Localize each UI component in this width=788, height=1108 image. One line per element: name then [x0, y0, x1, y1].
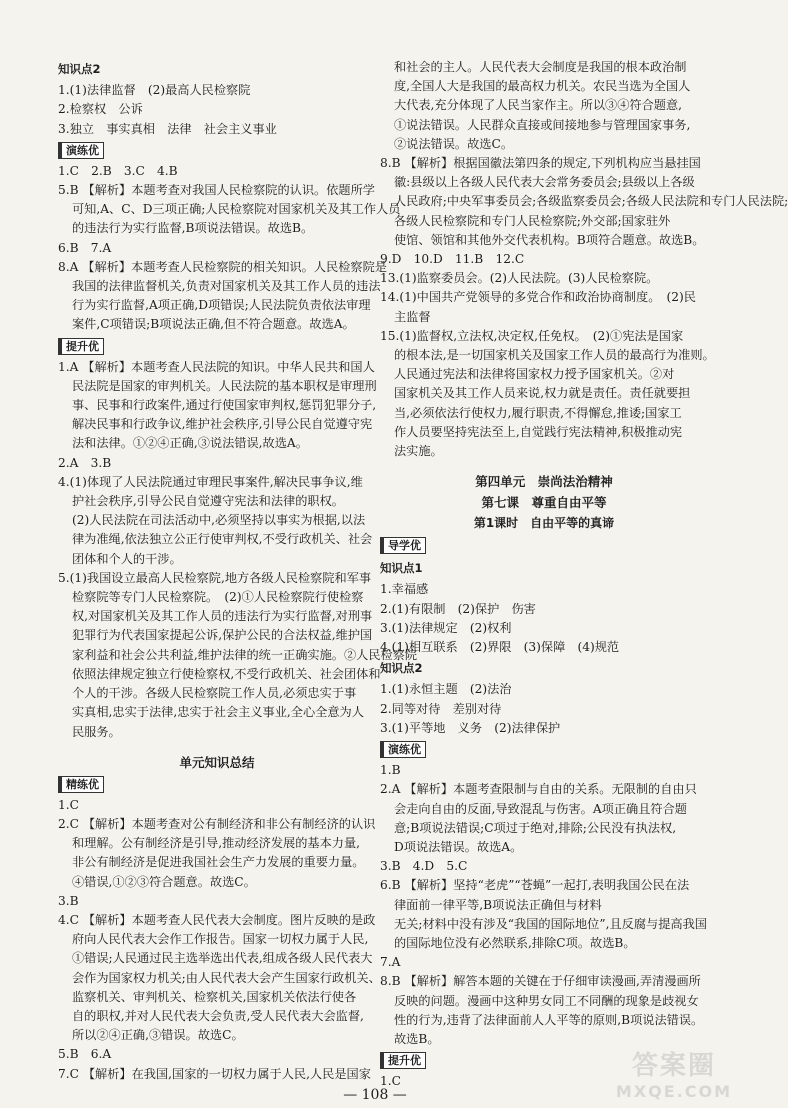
- answer-continuation: 监察机关、审判机关、检察机关,国家机关依法行使各: [72, 989, 357, 1004]
- lesson-heading: 第1课时 自由平等的真谛: [473, 516, 615, 531]
- answer-line: 5.B 6.A: [58, 1047, 112, 1062]
- section-tag-label: 提升优: [380, 1052, 426, 1069]
- answer-continuation: 会走向自由的反面,导致混乱与伤害。A项正确且符合题: [394, 801, 687, 816]
- answer-continuation: ①说法错误。人民群众直接或间接地参与管理国家事务,: [394, 117, 691, 132]
- answer-continuation: 依照法律规定独立行使检察权,不受行政机关、社会团体和: [72, 666, 381, 681]
- answer-continuation: 的违法行为实行监督,B项说法错误。故选B。: [72, 221, 314, 236]
- answer-continuation: 实真相,忠实于法律,忠实于社会主义事业,全心全意为人: [72, 705, 364, 720]
- answer-continuation: 非公有制经济是促进我国社会生产力发展的重要力量。: [72, 855, 365, 870]
- answer-continuation: 性的行为,违背了法律面前人人平等的原则,B项说法错误。: [394, 1012, 704, 1027]
- chapter-heading: 第七课 尊重自由平等: [481, 495, 607, 511]
- answer-continuation: 团体和个人的干涉。: [72, 551, 182, 566]
- knowledge-point-heading: 知识点1: [380, 561, 423, 576]
- answer-line: 2.C 【解析】本题考查对公有制经济和非公有制经济的认识: [58, 816, 376, 831]
- answer-line: 3.独立 事实真相 法律 社会主义事业: [58, 121, 277, 136]
- answer-line: 3.B 4.D 5.C: [380, 859, 468, 874]
- answer-line: 3.(1)平等地 义务 (2)法律保护: [380, 720, 561, 735]
- answer-continuation: 解决民事和行政争议,维护社会秩序,引导公民自觉遵守宪: [72, 417, 373, 432]
- page-number: — 108 —: [343, 1087, 407, 1103]
- watermark-line-2: MXQE.COM: [615, 1082, 733, 1101]
- answer-continuation: 民法院是国家的审判机关。人民法院的基本职权是审理刑: [72, 378, 377, 393]
- answer-continuation: 自的职权,并对人民代表大会负责,受人民代表大会监督,: [72, 1008, 364, 1023]
- watermark-logo: [604, 1053, 744, 1105]
- section-tag: [380, 534, 708, 557]
- answer-line: 1.幸福感: [380, 582, 429, 597]
- answer-line: 2.同等对待 差别对待: [380, 701, 502, 716]
- answer-line: 8.A 【解析】本题考查人民检察院的相关知识。人民检察院是: [58, 259, 387, 274]
- section-tag-label: 演练优: [380, 741, 426, 758]
- answer-line: 2.检察权 公诉: [58, 102, 143, 117]
- answer-continuation: 个人的干涉。各级人民检察院工作人员,必须忠实于事: [72, 686, 357, 701]
- answer-continuation: 会作为国家权力机关;由人民代表大会产生国家行政机关、: [72, 970, 381, 985]
- answer-continuation: 意;B项说法错误;C项过于绝对,排除;公民没有执法权,: [394, 820, 677, 835]
- answer-continuation: 的根本法,是一切国家机关及国家工作人员的最高行为准则。: [394, 348, 715, 363]
- knowledge-point-heading: 知识点2: [380, 661, 423, 676]
- answer-line: 2.(1)有限制 (2)保护 伤害: [380, 601, 536, 616]
- spacer: [58, 742, 376, 752]
- answer-continuation: ①错误;人民通过民主选举选出代表,组成各级人民代表大: [72, 951, 373, 966]
- answer-line: 5.B 【解析】本题考查对我国人民检察院的认识。依题所学: [58, 183, 375, 198]
- answer-continuation: 故选B。: [394, 1031, 440, 1046]
- answer-line: 7.A: [380, 955, 401, 970]
- answer-continuation: 护社会秩序,引导公民自觉遵守宪法和法律的职权。: [72, 494, 344, 509]
- answer-line: 1.B: [380, 763, 401, 778]
- right-column: [380, 58, 788, 1091]
- answer-line: 1.C 2.B 3.C 4.B: [58, 163, 178, 178]
- answer-continuation: 主监督: [394, 309, 431, 324]
- answer-line: 3.B: [58, 893, 79, 908]
- section-tag: [58, 773, 376, 796]
- answer-line: 1.(1)永恒主题 (2)法治: [380, 682, 512, 697]
- answer-continuation: D项说法错误。故选A。: [394, 839, 523, 854]
- section-tag-label: 精练优: [58, 776, 104, 793]
- answer-continuation: 检察院等专门人民检察院。 (2)①人民检察院行使检察: [72, 590, 364, 605]
- answer-line: 6.B 7.A: [58, 240, 112, 255]
- answer-continuation: 大代表,充分体现了人民当家作主。所以③④符合题意,: [394, 98, 683, 113]
- answer-line: 1.C: [58, 797, 79, 812]
- answer-continuation: 所以②④正确,③错误。故选C。: [72, 1028, 244, 1043]
- answer-line: 2.A 【解析】本题考查限制与自由的关系。无限制的自由只: [380, 782, 697, 797]
- answer-continuation: 权,对国家机关及其工作人员的违法行为实行监督,对刑事: [72, 609, 373, 624]
- answer-continuation: 的国际地位没有必然联系,排除C项。故选B。: [394, 935, 636, 950]
- answer-line: 8.B 【解析】解答本题的关键在于仔细审读漫画,弄清漫画所: [380, 974, 701, 989]
- answer-line: 3.(1)法律规定 (2)权利: [380, 620, 512, 635]
- answer-continuation: 各级人民检察院和专门人民检察院;外交部;国家驻外: [394, 213, 671, 228]
- watermark-line-1: 答案圈: [631, 1051, 716, 1081]
- answer-continuation: 律为准绳,依法独立公正行使审判权,不受行政机关、社会: [72, 532, 373, 547]
- answer-line: 8.B 【解析】根据国徽法第四条的规定,下列机构应当悬挂国: [380, 156, 701, 171]
- answer-continuation: 事、民事和行政案件,通过行使国家审判权,惩罚犯罪分子,: [72, 398, 377, 413]
- answer-continuation: 度,全国人大是我国的最高权力机关。农民当选为全国人: [394, 79, 691, 94]
- answer-continuation: 反映的问题。漫画中这种男女同工不同酬的现象是歧视女: [394, 993, 699, 1008]
- answer-line: 5.(1)我国设立最高人民检察院,地方各级人民检察院和军事: [58, 570, 372, 585]
- answer-continuation: 法和法律。①②④正确,③说法错误,故选A。: [72, 436, 308, 451]
- spacer: [380, 461, 708, 471]
- answer-continuation: ④错误,①②③符合题意。故选C。: [72, 874, 256, 889]
- answer-continuation: (2)人民法院在司法活动中,必须坚持以事实为根据,以法: [72, 513, 366, 528]
- answer-line: 4.C 【解析】本题考查人民代表大会制度。图片反映的是政: [58, 912, 376, 927]
- answer-continuation: 律面前一律平等,B项说法正确但与材料: [394, 897, 602, 912]
- section-tag: [58, 335, 376, 358]
- answer-continuation: 案件,C项错误;B项说法正确,但不符合题意。故选A。: [72, 317, 355, 332]
- section-tag-label: 提升优: [58, 338, 104, 355]
- answer-continuation: 和理解。公有制经济是引导,推动经济发展的基本力量,: [72, 836, 361, 851]
- answer-continuation: 我国的法律监督机关,负责对国家机关及其工作人员的违法: [72, 279, 381, 294]
- section-tag-label: 导学优: [380, 537, 426, 554]
- answer-line: 1.C: [380, 1074, 401, 1089]
- answer-continuation: 行为实行监督,A项正确,D项错误;人民法院负责依法审理: [72, 298, 371, 313]
- answer-continuation: 府向人民代表大会作工作报告。国家一切权力属于人民,: [72, 932, 369, 947]
- answer-continuation: 法实施。: [394, 444, 443, 459]
- answer-continuation: 徽:县级以上各级人民代表大会常务委员会;县级以上各级: [394, 175, 695, 190]
- answer-line: 4.(1)体现了人民法院通过审理民事案件,解决民事争议,维: [58, 474, 363, 489]
- answer-continuation: 犯罪行为代表国家提起公诉,保护公民的合法权益,维护国: [72, 628, 373, 643]
- answer-line: 15.(1)监督权,立法权,决定权,任免权。 (2)①宪法是国家: [380, 328, 684, 343]
- answer-continuation: 国家机关及其工作人员来说,权力就是责任。责任就要担: [394, 386, 691, 401]
- answer-continuation: 民服务。: [72, 724, 121, 739]
- answer-continuation: 当,必须依法行使权力,履行职责,不得懈怠,推诿;国家工: [394, 405, 682, 420]
- knowledge-point-heading: 知识点2: [58, 62, 101, 76]
- answer-continuation: 人民政府;中央军事委员会;各级监察委员会;各级人民法院和专门人民法院;: [394, 194, 788, 209]
- answer-line: 2.A 3.B: [58, 455, 112, 470]
- answer-continuation: 作人员要坚持宪法至上,自觉践行宪法精神,积极推动宪: [394, 424, 683, 439]
- answer-continuation: ②说法错误。故选C。: [394, 136, 514, 151]
- answer-continuation: 无关;材料中没有涉及“我国的国际地位”,且反腐与提高我国: [394, 916, 707, 931]
- section-tag-label: 演练优: [58, 142, 104, 159]
- chapter-heading: 单元知识总结: [179, 754, 255, 770]
- answer-line: 1.(1)法律监督 (2)最高人民检察院: [58, 83, 251, 98]
- answer-continuation: 人民通过宪法和法律将国家权力授予国家机关。②对: [394, 367, 675, 382]
- answer-line: 13.(1)监察委员会。(2)人民法院。(3)人民检察院。: [380, 271, 659, 286]
- answer-line: 6.B 【解析】坚持“老虎”“苍蝇”一起打,表明我国公民在法: [380, 878, 690, 893]
- answer-line: 4.(1)相互联系 (2)界限 (3)保障 (4)规范: [380, 640, 620, 655]
- answer-line: 1.A 【解析】本题考查人民法院的知识。中华人民共和国人: [58, 359, 375, 374]
- answer-continuation: 家利益和社会公共利益,维护法律的统一正确实施。②人民检察院: [72, 647, 418, 662]
- answer-continuation: 可知,A、C、D三项正确;人民检察院对国家机关及其工作人员: [72, 202, 401, 217]
- answer-continuation: 使馆、领馆和其他外交代表机构。B项符合题意。故选B。: [394, 232, 705, 247]
- answer-line: 9.D 10.D 11.B 12.C: [380, 252, 525, 267]
- section-tag: [380, 738, 708, 761]
- chapter-heading: 第四单元 崇尚法治精神: [475, 474, 613, 490]
- section-tag: [58, 139, 376, 162]
- answer-line: 7.C 【解析】在我国,国家的一切权力属于人民,人民是国家: [58, 1066, 371, 1081]
- answer-continuation: 和社会的主人。人民代表大会制度是我国的根本政治制: [394, 60, 687, 74]
- answer-line: 14.(1)中国共产党领导的多党合作和政治协商制度。 (2)民: [380, 290, 696, 305]
